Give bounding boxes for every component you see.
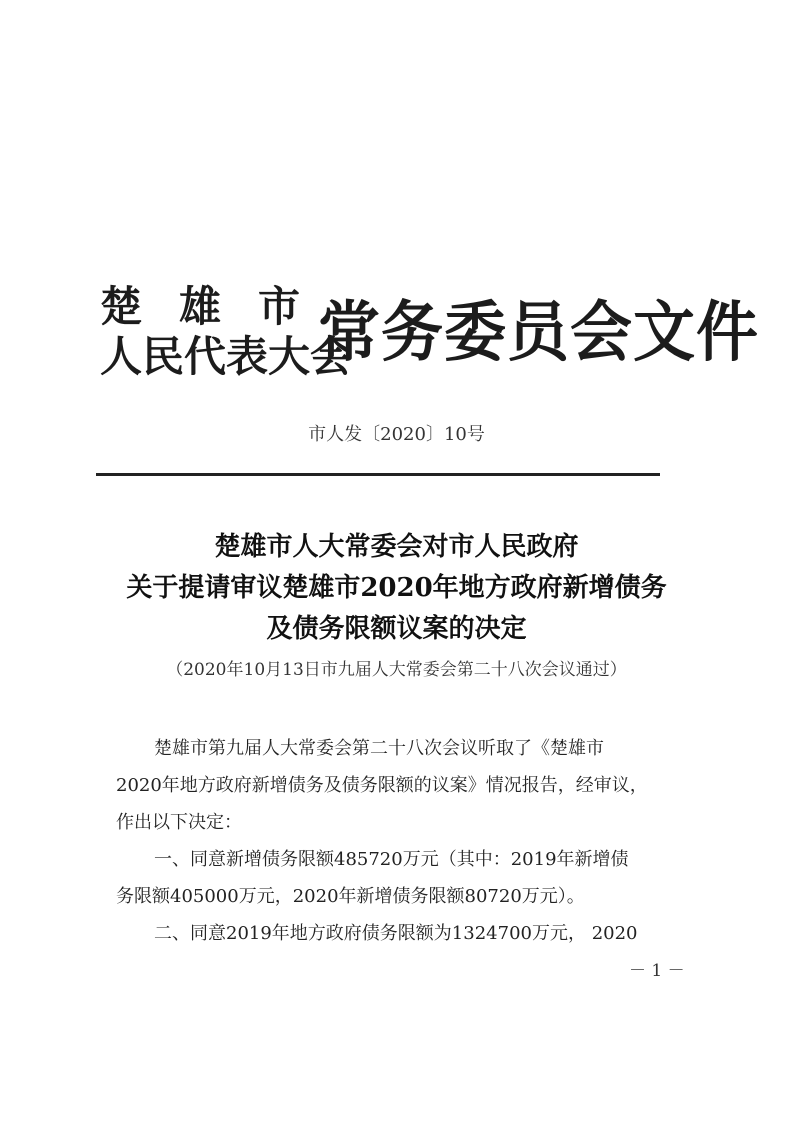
masthead-issuer xyxy=(100,282,353,382)
adoption-note: （2020年10月13日市九届人大常委会第二十八次会议通过） xyxy=(166,660,627,680)
body-line: 楚雄市第九届人大常委会第二十八次会议听取了《楚雄市 xyxy=(154,738,604,759)
document-body xyxy=(116,730,696,952)
title-line: 关于提请审议楚雄市2020年地方政府新增债务 xyxy=(126,573,667,603)
masthead-line-2: 人民代表大会 xyxy=(100,332,353,381)
masthead-doc-type: 常务委员会文件 xyxy=(318,293,760,371)
document-number: 市人发〔2020〕10号 xyxy=(308,424,485,445)
masthead-char: 市 xyxy=(257,282,300,331)
body-line: 2020年地方政府新增债务及债务限额的议案》情况报告，经审议， xyxy=(116,775,648,796)
page-number: － 1 － xyxy=(629,961,685,981)
header-divider xyxy=(96,473,660,476)
body-line: 务限额405000万元，2020年新增债务限额80720万元）。 xyxy=(116,886,585,907)
masthead-char: 雄 xyxy=(178,282,221,331)
title-line: 及债务限额议案的决定 xyxy=(266,614,527,644)
body-line: 二、同意2019年地方政府债务限额为1324700万元， 2020 xyxy=(154,923,638,944)
document-title xyxy=(0,527,793,650)
masthead-line-1 xyxy=(100,282,300,332)
masthead-char: 楚 xyxy=(100,282,143,331)
title-line: 楚雄市人大常委会对市人民政府 xyxy=(214,532,579,562)
body-line: 一、同意新增债务限额485720万元（其中：2019年新增债 xyxy=(154,849,629,870)
body-line: 作出以下决定： xyxy=(116,812,242,833)
